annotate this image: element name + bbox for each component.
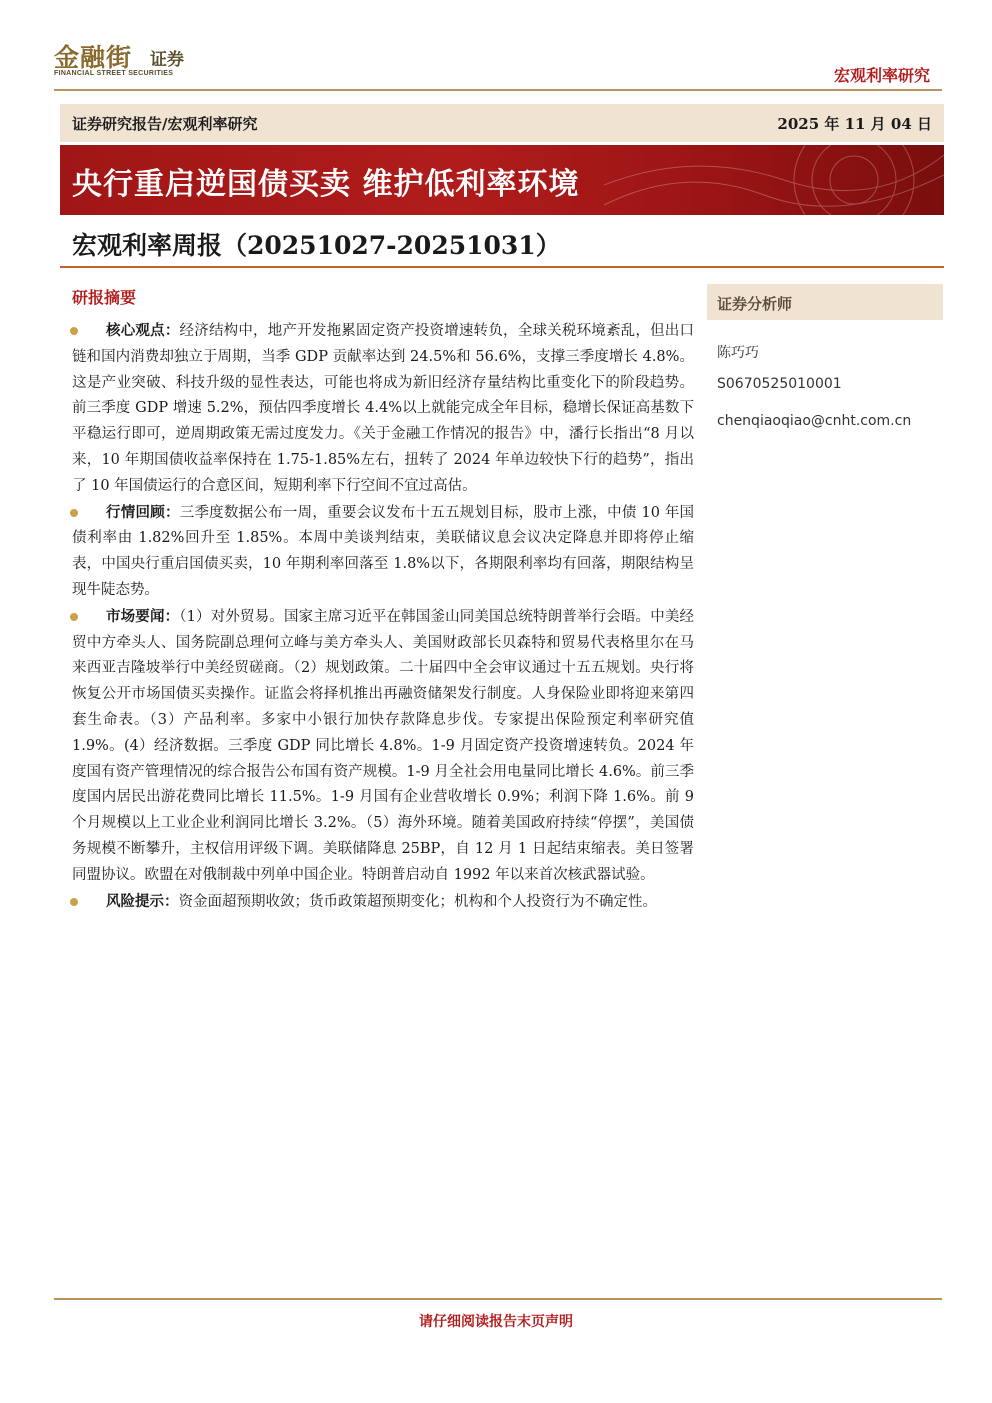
bullet-icon <box>70 613 78 621</box>
item-text: （1）对外贸易。国家主席习近平在韩国釜山同美国总统特朗普举行会晤。中美经贸中方牵头人、国务院副总理何立峰与美方牵头人、美国财政部长贝森特和贸易代表格里尔在马来西亚吉隆坡举行中美经贸磋商。（2）规划政策。二十届四中全会审议通过十五五规划。央行将恢复公开市场国债买卖操作。证监会将择机推出再融资储架发行制度。人身保险业即将迎来第四套生命表。（3）产品利率。多家中小银行加快存款降息步伐。专家提出保险预定利率研究值 1.9%。(4）经济数据。三季度 GDP 同比增长 4.8%。1-9 月固定资产投资增速转负。2024 年度国有资产管理情况的综合报告公布国有资产规模。1-9 月全社会用电量同比增长 4.6%。前三季度国内居民出游花费同比增长 11.5%。1-9 月国有企业营收增长 0.9%；利润下降 1.6%。前 9 个月规模以上工业企业利润同比增长 3.2%。（5）海外环境。随着美国政府持续“停摆”，美国债务规模不断攀升，主权信用评级下调。美联储降息 25BP，自 12 月 1 日起结束缩表。美日签署同盟协议。欧盟在对俄制裁中列单中国企业。特朗普启动自 1992 年以来首次核武器试验。 <box>72 608 695 883</box>
footer-disclaimer: 请仔细阅读报告末页声明 <box>419 1314 573 1330</box>
bullet-icon <box>70 509 78 517</box>
bullet-icon <box>70 898 78 906</box>
report-title: 央行重启逆国债买卖 维护低利率环境 <box>72 167 580 202</box>
summary-heading: 研报摘要 <box>72 288 137 307</box>
header-divider <box>54 89 942 91</box>
banner-decoration <box>604 145 944 215</box>
analyst-name: 陈巧巧 <box>717 345 759 361</box>
footer-divider <box>54 1298 942 1300</box>
logo-chinese-name: 金融街 <box>54 43 133 72</box>
analyst-license: S0670525010001 <box>717 376 842 392</box>
summary-content <box>72 318 694 915</box>
item-text: 三季度数据公布一周，重要会议发布十五五规划目标，股市上涨，中债 10 年国债利率由 1.82%回升至 1.85%。本周中美谈判结束，美联储议息会议决定降息并即将停止缩表，中国央行重启国债买卖，10 年期利率回落至 1.8%以下，各期限利率均有回落，期限结构呈现牛陡态势。 <box>72 504 695 598</box>
summary-item-core-view <box>72 318 694 500</box>
summary-item-market-news <box>72 604 694 889</box>
item-label: 风险提示： <box>106 892 179 910</box>
header-category: 宏观利率研究 <box>833 66 930 85</box>
item-label: 市场要闻： <box>106 607 180 625</box>
report-type: 证券研究报告/宏观利率研究 <box>72 115 258 133</box>
report-subtitle: 宏观利率周报（20251027-20251031） <box>72 231 561 260</box>
item-text: 经济结构中，地产开发拖累固定资产投资增速转负，全球关税环境紊乱，但出口链和国内消费却独立于周期，当季 GDP 贡献率达到 24.5%和 56.6%，支撑三季度增长 4.8%。这是产业突破、科技升级的显性表达，可能也将成为新旧经济存量结构比重变化下的阶段趋势。前三季度 GDP 增速 5.2%，预估四季度增长 4.4%以上就能完成全年目标，稳增长保证高基数下平稳运行即可，逆周期政策无需过度发力。《关于金融工作情况的报告》中，潘行长指出“8 月以来，10 年期国债收益率保持在 1.75-1.85%左右，扭转了 2024 年单边较快下行的趋势”，指出了 10 年国债运行的合意区间，短期利率下行空间不宜过高估。 <box>72 323 695 494</box>
logo-chinese-suffix: 证券 <box>150 50 184 70</box>
logo-english-name: FINANCIAL STREET SECURITIES <box>54 70 174 77</box>
analyst-heading: 证券分析师 <box>717 295 793 313</box>
company-logo <box>54 38 224 84</box>
analyst-email[interactable]: chenqiaoqiao@cnht.com.cn <box>717 413 912 429</box>
title-banner <box>60 145 944 215</box>
item-label: 行情回顾： <box>106 503 180 521</box>
report-meta-bar <box>60 104 944 142</box>
bullet-icon <box>70 327 78 335</box>
summary-item-market-review <box>72 500 694 604</box>
analyst-heading-box <box>707 284 943 320</box>
item-label: 核心观点： <box>106 322 180 339</box>
report-date: 2025 年 11 月 04 日 <box>777 115 932 133</box>
analyst-sidebar <box>707 284 943 429</box>
summary-item-risk <box>72 889 694 916</box>
item-text: 资金面超预期收敛；货币政策超预期变化；机构和个人投资行为不确定性。 <box>178 893 657 910</box>
subtitle-divider <box>60 266 944 268</box>
